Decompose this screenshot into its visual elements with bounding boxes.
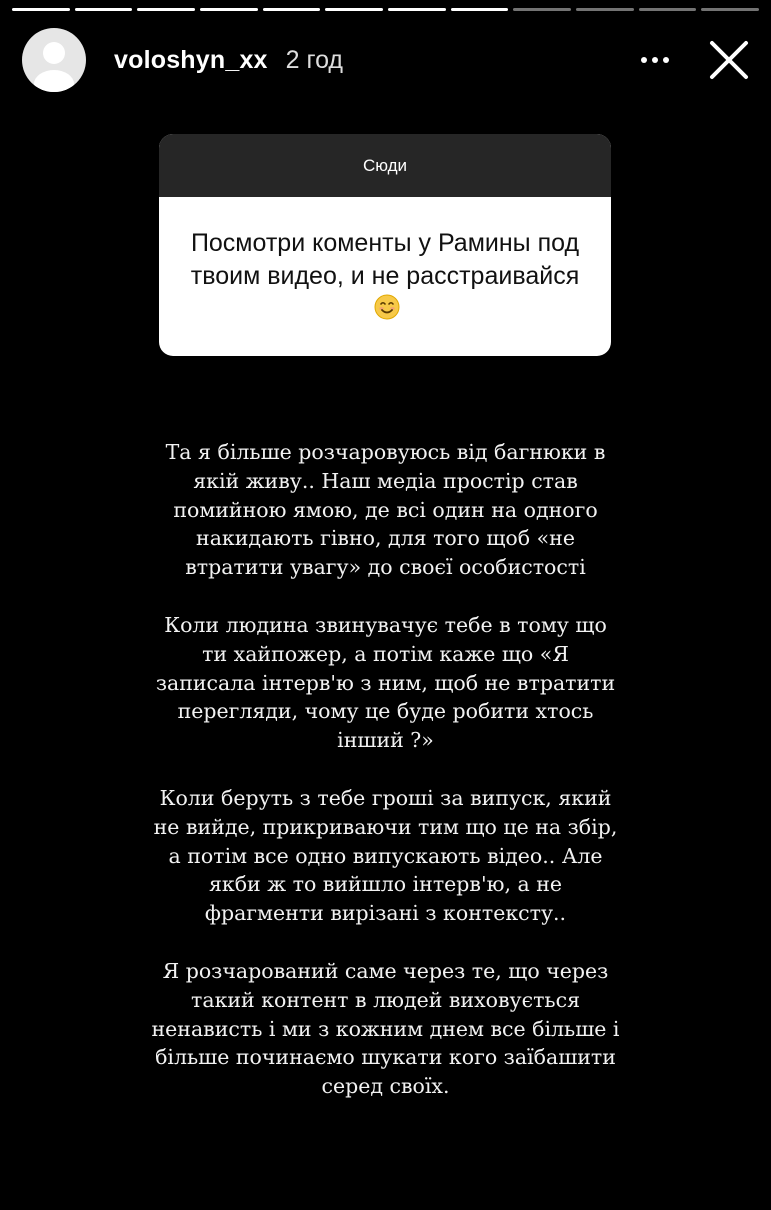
progress-segment	[325, 8, 383, 11]
progress-segment	[513, 8, 571, 11]
progress-segment	[451, 8, 509, 11]
story-header	[22, 28, 753, 92]
progress-segment	[576, 8, 634, 11]
post-time: 2 год	[285, 45, 344, 74]
question-text: Посмотри коменты у Рамины под твоим видео, и не расстраивайся	[190, 229, 580, 290]
progress-segment	[137, 8, 195, 11]
avatar[interactable]	[22, 28, 86, 92]
username[interactable]: voloshyn_xx	[114, 45, 268, 74]
progress-segment	[639, 8, 697, 11]
progress-segment	[75, 8, 133, 11]
question-sticker-title: Сюди	[159, 134, 611, 197]
reply-paragraph: Коли беруть з тебе гроші за випуск, який не вийде, прикриваючи тим що це на збір, а потім все одно випускають відео.. Але якби ж то вийшло інтерв'ю, а не фрагменти вирізані з контексту..	[153, 785, 618, 926]
question-sticker[interactable]	[159, 134, 611, 356]
progress-segment	[701, 8, 759, 11]
reply-paragraph: Коли людина звинувачує тебе в тому що ти хайпожер, а потім каже що «Я записала інтерв'ю з ним, щоб не втратити перегляди, чому це буде робити хтось інший ?»	[155, 612, 616, 753]
default-avatar-icon	[22, 28, 86, 92]
story-reply-text	[150, 438, 621, 1130]
more-options-icon[interactable]	[635, 40, 675, 80]
progress-segment	[388, 8, 446, 11]
story-progress-bar	[12, 8, 759, 11]
close-icon[interactable]	[705, 36, 753, 84]
progress-segment	[12, 8, 70, 11]
smiling-face-emoji-icon	[374, 294, 400, 320]
reply-paragraph: Та я більше розчаровуюсь від багнюки в якій живу.. Наш медіа простір став помийною ямою, де всі один на одного накидають гівно, для того щоб «не втратити увагу» до своєї особистості	[165, 440, 606, 580]
progress-segment	[200, 8, 258, 11]
reply-paragraph: Я розчарований саме через те, що через такий контент в людей виховується ненависть і ми з кожним днем все більше і більше починаємо шукати кого заїбашити серед своїх.	[151, 958, 620, 1099]
question-sticker-body	[159, 197, 611, 356]
progress-segment	[263, 8, 321, 11]
